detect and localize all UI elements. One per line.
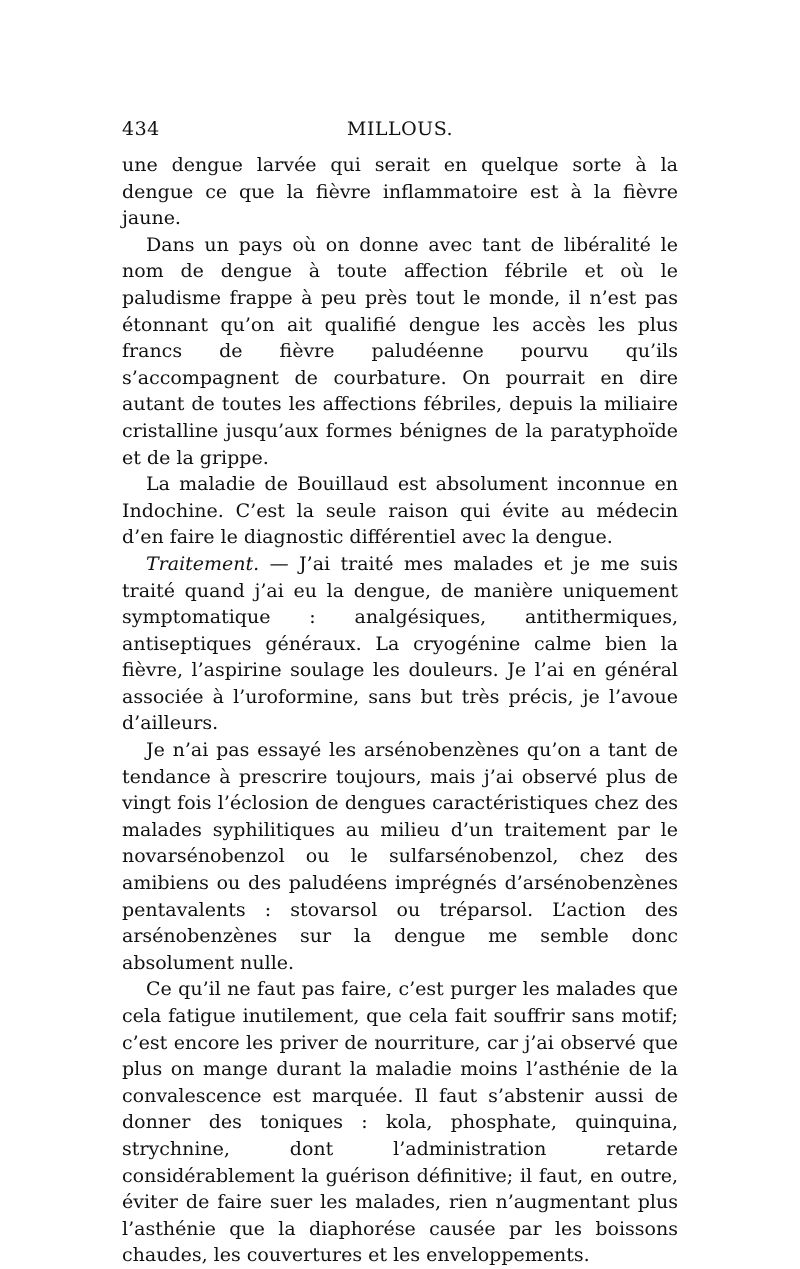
paragraph-5: Je n’ai pas essayé les arsénobenzènes qu’on a tant de tendance à prescrire toujours, mais j’ai observé plus de vingt fois l’éclosion de dengues caractéristiques chez des malades syphilitiques au milieu d’un traitement par le novarsénobenzol ou le sulfarsénobenzol, chez des amibiens ou des paludéens imprégnés d’arsénobenzènes pentavalents : stovarsol ou tréparsol. L’action des arsénobenzènes sur la dengue me semble donc absolument nulle. <box>122 739 678 974</box>
paragraph-4-treatment <box>122 551 678 737</box>
paragraph-3: La maladie de Bouillaud est absolument inconnue en Indochine. C’est la seule raison qui évite au médecin d’en faire le diagnostic différentiel avec la dengue. <box>122 473 678 549</box>
paragraph-2: Dans un pays où on donne avec tant de libéralité le nom de dengue à toute affection fébrile et où le paludisme frappe à peu près tout le monde, il n’est pas étonnant qu’on ait qualifié dengue les accès les plus francs de fièvre paludéenne pourvu qu’ils s’accompagnent de courbature. On pourrait en dire autant de toutes les affections fébriles, depuis la miliaire cristalline jusqu’aux formes bénignes de la paratyphoïde et de la grippe. <box>122 233 678 469</box>
paragraph-4-text: J’ai traité mes malades et je me suis traité quand j’ai eu la dengue, de manière uniquement symptomatique : analgésiques, antithermiques, antiseptiques généraux. La cryogénine calme bien la fièvre, l’aspirine soulage les douleurs. Je l’ai en général associée à l’uroformine, sans but très précis, je l’avoue d’ailleurs. <box>122 552 678 735</box>
book-page <box>122 118 678 1269</box>
running-title: MILLOUS. <box>346 118 454 140</box>
body-text <box>122 152 678 1269</box>
running-head <box>122 118 678 152</box>
paragraph-1: une dengue larvée qui serait en quelque sorte à la dengue ce que la fièvre inflammatoire est à la fièvre jaune. <box>122 154 678 230</box>
treatment-heading: Traitement. — <box>146 552 289 575</box>
paragraph-6: Ce qu’il ne faut pas faire, c’est purger les malades que cela fatigue inutilement, que cela fait souffrir sans motif; c’est encore les priver de nourriture, car j’ai observé que plus on mange durant la maladie moins l’asthénie de la convalescence est marquée. Il faut s’abstenir aussi de donner des toniques : kola, phosphate, quinquina, strychnine, dont l’administration retarde considérablement la guérison définitive; il faut, en outre, éviter de faire suer les malades, rien n’augmentant plus l’asthénie que la diaphorése causée par les boissons chaudes, les couvertures et les enveloppements. <box>122 978 678 1267</box>
page-number: 434 <box>122 118 160 140</box>
